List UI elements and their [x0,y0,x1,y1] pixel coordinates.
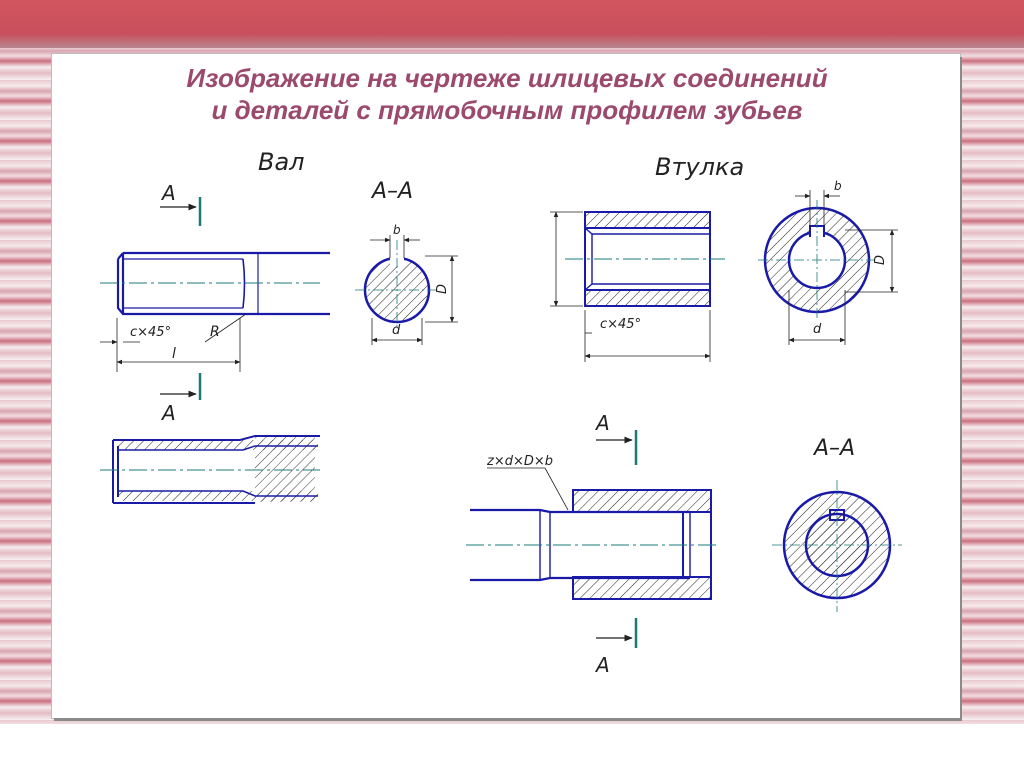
shaft-radius-label: R [210,324,220,340]
shaft-chamfer-label: c×45° [130,325,172,340]
assembly-section-title: A–A [814,436,856,461]
shaft-title: Вал [258,148,305,176]
shaft-section-mark-top: A [162,181,176,205]
shaft-section-mark-bottom: A [162,401,176,425]
shaft-length-label: l [172,346,176,362]
hub-dim-d: d [813,322,822,337]
hub-dim-D: D [873,254,888,265]
assembly-designation: z×d×D×b [487,454,554,469]
shaft-dim-D: D [435,283,450,294]
assembly-section-mark-bottom: A [596,653,610,677]
hub-dim-b: b [834,179,842,193]
shaft-section-title: A–A [372,179,414,204]
shaft-dim-b: b [393,223,401,237]
shaft-dim-d: d [392,323,401,338]
title-line-2: и деталей с прямобочным профилем зубьев [211,95,803,125]
assembly-section-mark-top: A [596,411,610,435]
hub-title: Втулка [655,153,745,181]
title-line-1: Изображение на чертеже шлицевых соединений [186,63,828,93]
hub-chamfer-label: c×45° [600,317,642,332]
